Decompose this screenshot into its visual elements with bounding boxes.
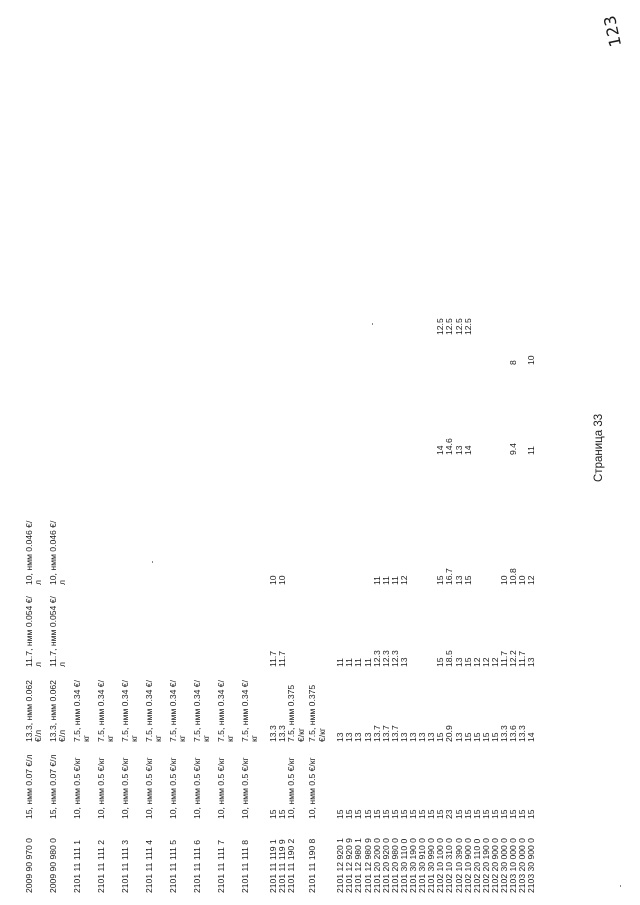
- tariff-code-cell: 2103 10 000 0: [508, 838, 519, 893]
- tariff-code-cell: 2101 11 111 8: [240, 839, 250, 893]
- rate-cell-c3: 13: [398, 657, 409, 667]
- rate-cell-c2: 13.3, нмм 0.062 €/л: [48, 680, 68, 742]
- rate-cell-c2: 15: [471, 732, 482, 742]
- rate-cell-c1: 15: [408, 809, 418, 819]
- scan-speck: [152, 561, 153, 563]
- rate-cell-c1: 15: [480, 809, 491, 819]
- tariff-code-cell: 2101 30 910 0: [417, 838, 428, 893]
- scan-speck: [620, 885, 621, 887]
- rate-cell-c1: 10, нмм 0.5 €/кг: [120, 757, 130, 819]
- rate-cell-c3: 12: [489, 657, 500, 667]
- rate-cell-c4: 10: [277, 575, 288, 585]
- rate-cell-c1: 15: [268, 809, 278, 819]
- rate-cell-c1: 10, нмм 0.5 €/кг: [96, 757, 106, 819]
- tariff-code-cell: 2103 30 900 0: [526, 838, 537, 893]
- tariff-code-cell: 2101 20 200 0: [371, 838, 382, 893]
- rate-cell-c3: 12.3: [389, 650, 400, 667]
- rate-cell-c1: 15, нмм 0.07 €/л: [48, 754, 58, 819]
- rate-cell-c2: 13: [417, 732, 428, 742]
- rate-cell-c4: 12: [526, 575, 537, 585]
- rate-cell-c2: 7.5, нмм 0.34 €/кг: [72, 680, 92, 742]
- tariff-code-cell: 2102 20 110 0: [471, 838, 482, 893]
- rate-cell-c4: 12: [398, 575, 409, 585]
- rate-cell-c4: 10, нмм 0.046 €/л: [24, 520, 44, 585]
- rate-cell-c1: 10, нмм 0.5 €/кг: [286, 757, 297, 819]
- rate-cell-c2: 7.5, нмм 0.375 €/кг: [307, 684, 327, 742]
- tariff-code-cell: 2102 30 000 0: [499, 838, 509, 893]
- tariff-code-cell: 2101 11 111 6: [192, 839, 202, 893]
- rate-cell-c9: 12.5: [462, 318, 473, 335]
- rate-cell-c2: 7.5, нмм 0.34 €/кг: [192, 680, 212, 742]
- tariff-code-cell: 2102 10 390 0: [453, 838, 464, 893]
- tariff-code-cell: 2101 12 980 9: [362, 838, 373, 893]
- rate-cell-c3: 13: [526, 657, 537, 667]
- rate-cell-c2: 7.5, нмм 0.34 €/кг: [96, 680, 116, 742]
- rate-cell-c4: 10, нмм 0.046 €/л: [48, 520, 68, 585]
- rate-cell-c1: 15: [371, 809, 382, 819]
- rate-cell-c6: 14: [462, 445, 473, 455]
- tariff-code-cell: 2101 11 111 2: [96, 839, 106, 893]
- rate-cell-c1: 15: [277, 809, 288, 819]
- rate-cell-c1: 15: [344, 809, 355, 819]
- rate-cell-c2: 15: [462, 732, 473, 742]
- rate-cell-c4: 10.8: [508, 568, 519, 585]
- rate-cell-c3: 15: [435, 657, 446, 667]
- rate-cell-c4: 10: [268, 575, 278, 585]
- rate-cell-c2: 7.5, нмм 0.34 €/кг: [240, 680, 260, 742]
- rate-cell-c6: 13: [453, 445, 464, 455]
- tariff-code-cell: 2009 90 970 0: [24, 838, 34, 893]
- tariff-code-cell: 2009 90 980 0: [48, 838, 58, 893]
- tariff-code-cell: 2101 12 980 1: [353, 838, 364, 893]
- rate-cell-c4: 10: [517, 575, 528, 585]
- rate-cell-c2: 7.5, нмм 0.34 €/кг: [120, 680, 140, 742]
- tariff-code-cell: 2101 20 920 0: [380, 838, 391, 893]
- tariff-code-cell: 2101 30 190 0: [408, 838, 418, 893]
- handwritten-page-number: 123: [599, 13, 626, 49]
- rate-cell-c3: 12: [471, 657, 482, 667]
- rate-cell-c2: 7.5, нмм 0.34 €/кг: [168, 680, 188, 742]
- rate-cell-c2: 14: [526, 732, 537, 742]
- rate-cell-c3: 15: [462, 657, 473, 667]
- rate-cell-c2: 13.3: [277, 725, 288, 742]
- scan-speck: [372, 323, 373, 325]
- tariff-code-cell: 2101 11 111 4: [144, 839, 154, 893]
- tariff-code-cell: 2102 10 100 0: [435, 838, 446, 893]
- tariff-code-cell: 2101 11 190 8: [307, 838, 318, 893]
- rate-cell-c1: 10, нмм 0.5 €/кг: [216, 757, 226, 819]
- rate-cell-c2: 13.7: [380, 725, 391, 742]
- rate-cell-c3: 11.7: [268, 650, 278, 667]
- rate-cell-c1: 10, нмм 0.5 €/кг: [72, 757, 82, 819]
- rate-cell-c9: 12.5: [444, 318, 455, 335]
- rate-cell-c3: 11.7, нмм 0.054 €/л: [48, 596, 68, 667]
- rate-cell-c3: 11: [353, 658, 364, 667]
- tariff-code-cell: 2102 20 900 0: [489, 838, 500, 893]
- rate-cell-c4: 11: [371, 576, 382, 585]
- rate-cell-c2: 15: [480, 732, 491, 742]
- rate-cell-c2: 13: [426, 732, 437, 742]
- rate-cell-c2: 13.6: [508, 725, 519, 742]
- rate-cell-c1: 15: [398, 809, 409, 819]
- rate-cell-c2: 13.3: [517, 725, 528, 742]
- tariff-code-cell: 2101 30 990 0: [426, 838, 437, 893]
- tariff-code-cell: 2101 12 920 9: [344, 838, 355, 893]
- rate-cell-c2: 15: [489, 732, 500, 742]
- tariff-code-cell: 2102 10 900 0: [462, 838, 473, 893]
- tariff-code-cell: 2101 11 119 9: [277, 839, 288, 893]
- tariff-code-cell: 2101 11 111 1: [72, 839, 82, 893]
- rate-cell-c3: 11.7: [517, 650, 528, 667]
- rate-cell-c2: 13: [353, 732, 364, 742]
- rate-cell-c1: 15: [435, 809, 446, 819]
- rate-cell-c3: 11.7: [277, 650, 288, 667]
- rate-cell-c1: 15: [417, 809, 428, 819]
- rate-cell-c2: 13.7: [371, 725, 382, 742]
- rate-cell-c3: 11.7: [499, 650, 509, 667]
- tariff-code-cell: 2102 10 310 0: [444, 838, 455, 893]
- rate-cell-c3: 12: [480, 657, 491, 667]
- rate-cell-c1: 15: [426, 809, 437, 819]
- rate-cell-c1: 15: [353, 809, 364, 819]
- rate-cell-c4: 11: [380, 576, 391, 585]
- tariff-code-cell: 2101 11 190 2: [286, 838, 297, 893]
- rate-cell-c3: 11: [335, 658, 346, 667]
- rate-cell-c3: 12.2: [508, 650, 519, 667]
- rate-cell-c3: 11: [362, 658, 373, 667]
- rate-cell-c3: 11: [344, 658, 355, 667]
- rate-cell-c3: 12.3: [380, 650, 391, 667]
- rate-cell-c1: 15: [362, 809, 373, 819]
- rate-cell-c6: 9.4: [508, 443, 519, 455]
- rate-cell-c2: 13.7: [389, 725, 400, 742]
- rate-cell-c2: 13: [453, 732, 464, 742]
- tariff-code-cell: 2102 20 190 0: [480, 838, 491, 893]
- rate-cell-c8: 8: [508, 360, 519, 365]
- rate-cell-c1: 10, нмм 0.5 €/кг: [307, 757, 318, 819]
- tariff-code-cell: 2101 30 110 0: [398, 838, 409, 893]
- page-number-label: Страница 33: [593, 413, 605, 482]
- rate-cell-c2: 13.3: [499, 725, 509, 742]
- rate-cell-c6: 14.6: [444, 438, 455, 455]
- rate-cell-c2: 7.5, нмм 0.34 €/кг: [216, 680, 236, 742]
- rate-cell-c4: 16.7: [444, 568, 455, 585]
- rate-cell-c4: 13: [453, 575, 464, 585]
- tariff-code-cell: 2101 11 111 5: [168, 839, 178, 893]
- rate-cell-c1: 15: [526, 809, 537, 819]
- rate-cell-c2: 13.3: [268, 725, 278, 742]
- rate-cell-c3: 11.7, нмм 0.054 €/л: [24, 596, 44, 667]
- rate-cell-c1: 15: [389, 809, 400, 819]
- rate-cell-c3: 12.3: [371, 650, 382, 667]
- rate-cell-c9: 12.5: [435, 318, 446, 335]
- rate-cell-c3: 13: [453, 657, 464, 667]
- rate-cell-c2: 13: [344, 732, 355, 742]
- rate-cell-c1: 15: [517, 809, 528, 819]
- rate-cell-c9: 12.5: [453, 318, 464, 335]
- rate-cell-c1: 10, нмм 0.5 €/кг: [240, 757, 250, 819]
- rate-cell-c1: 15, нмм 0.07 €/л: [24, 754, 34, 819]
- rate-cell-c1: 15: [471, 809, 482, 819]
- rate-cell-c4: 15: [435, 575, 446, 585]
- tariff-code-cell: 2101 20 980 0: [389, 838, 400, 893]
- tariff-code-cell: 2101 12 920 1: [335, 838, 346, 893]
- rate-cell-c4: 11: [389, 576, 400, 585]
- rate-cell-c2: 13: [362, 732, 373, 742]
- rate-cell-c1: 15: [380, 809, 391, 819]
- rate-cell-c2: 20.9: [444, 725, 455, 742]
- rate-cell-c2: 7.5, нмм 0.375 €/кг: [286, 684, 306, 742]
- rate-cell-c3: 18.5: [444, 650, 455, 667]
- rate-cell-c6: 11: [526, 446, 537, 455]
- rate-cell-c6: 14: [435, 445, 446, 455]
- rate-cell-c1: 10, нмм 0.5 €/кг: [168, 757, 178, 819]
- rate-cell-c2: 13: [335, 732, 346, 742]
- rate-cell-c2: 13: [408, 732, 418, 742]
- tariff-code-cell: 2101 11 119 1: [268, 839, 278, 893]
- rate-cell-c1: 10, нмм 0.5 €/кг: [192, 757, 202, 819]
- rate-cell-c1: 15: [508, 809, 519, 819]
- rate-cell-c4: 10: [499, 575, 509, 585]
- tariff-code-cell: 2101 11 111 3: [120, 839, 130, 893]
- rate-cell-c1: 23: [444, 809, 455, 819]
- rate-cell-c4: 15: [462, 575, 473, 585]
- rate-cell-c2: 7.5, нмм 0.34 €/кг: [144, 680, 164, 742]
- rate-cell-c2: 13.3, нмм 0.062 €/л: [24, 680, 44, 742]
- rate-cell-c1: 15: [462, 809, 473, 819]
- rate-cell-c8: 10: [526, 355, 537, 365]
- rate-cell-c1: 15: [335, 809, 346, 819]
- rate-cell-c2: 15: [435, 732, 446, 742]
- rate-cell-c1: 10, нмм 0.5 €/кг: [144, 757, 154, 819]
- rate-cell-c1: 15: [489, 809, 500, 819]
- tariff-code-cell: 2103 20 000 0: [517, 838, 528, 893]
- rate-cell-c2: 13: [398, 732, 409, 742]
- tariff-code-cell: 2101 11 111 7: [216, 839, 226, 893]
- rate-cell-c1: 15: [499, 809, 509, 819]
- rate-cell-c1: 15: [453, 809, 464, 819]
